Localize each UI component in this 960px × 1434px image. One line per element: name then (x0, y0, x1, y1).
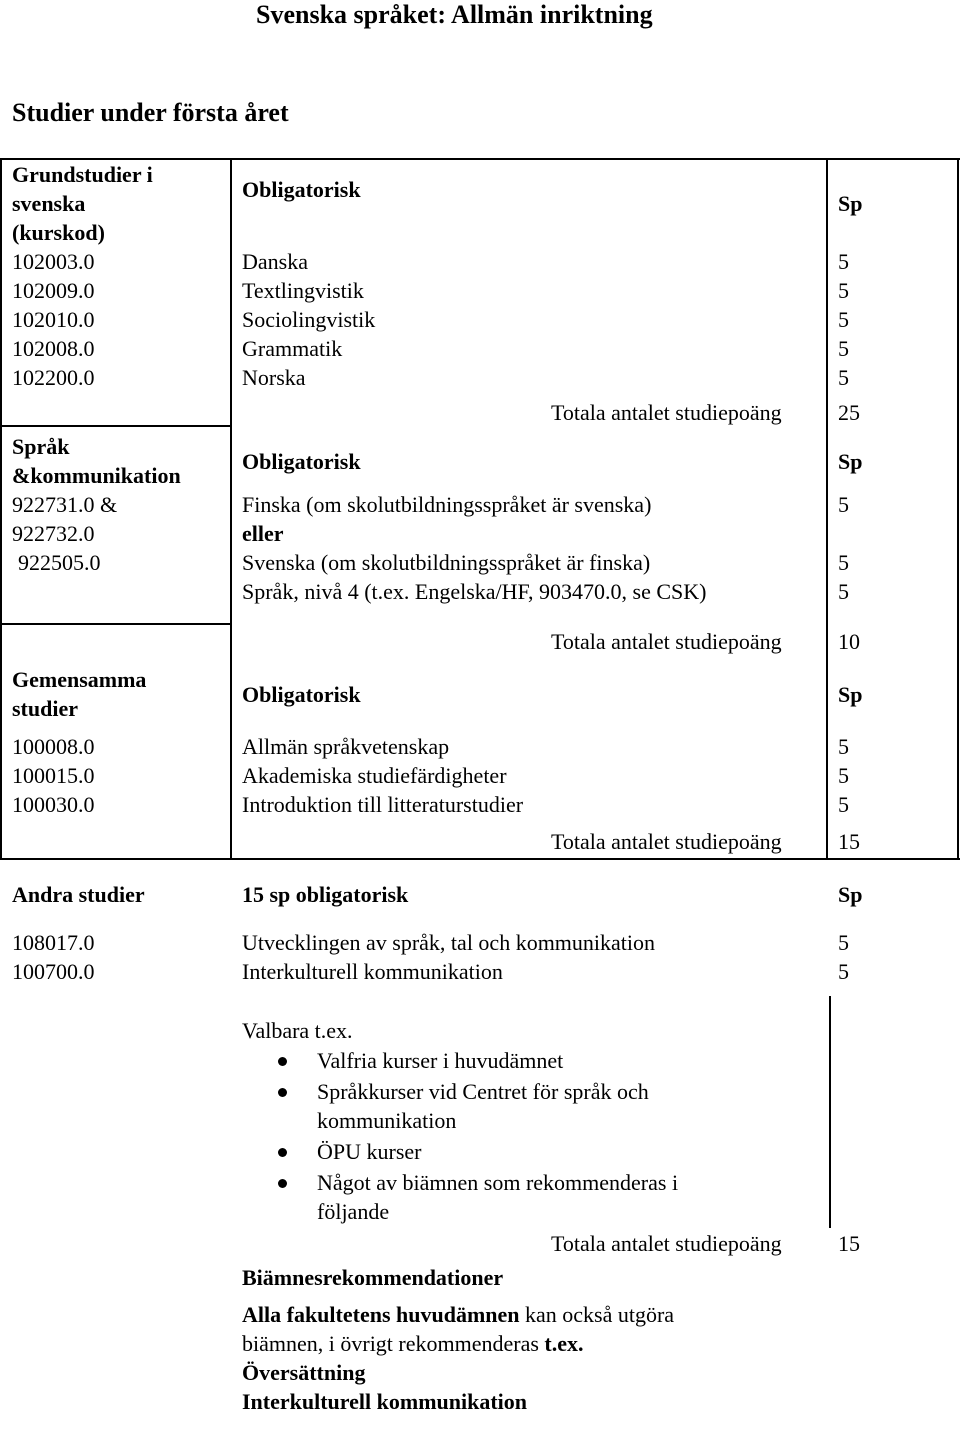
section-4-codes: 108017.0 100700.0 (12, 930, 95, 984)
section-1-sp-values: 5 5 5 5 5 (838, 249, 849, 390)
section-2-heading: Språk &kommunikation (12, 434, 181, 488)
section-3-sp-values: 5 5 5 (838, 734, 849, 817)
section-2-courses (242, 490, 706, 606)
list-item: Språkkurser vid Centret för språk och kommunikation (242, 1077, 678, 1135)
section-3-total-label: Totala antalet studiepoäng (551, 829, 782, 854)
course-connector: eller (242, 521, 284, 546)
elective-label: Valbara t.ex. (242, 1018, 353, 1043)
course: Finska (om skolutbildningsspråket är svenska) (242, 492, 652, 517)
section-4-courses (242, 928, 655, 986)
section-2-type-label: Obligatorisk (242, 449, 361, 474)
section-4-sp-values: 5 5 (838, 930, 849, 984)
section-3-heading: Gemensamma studier (12, 667, 147, 721)
section-1-codes: 102003.0 102009.0 102010.0 102008.0 102200.0 (12, 249, 95, 390)
minor-text-line-1: Alla fakultetens huvudämnen kan också utgöra (242, 1302, 675, 1327)
minor-text-line-2: biämnen, i övrigt rekommenderas t.ex. (242, 1331, 584, 1356)
section-1-courses (242, 247, 375, 392)
course: Danska (242, 249, 308, 274)
course: Akademiska studiefärdigheter (242, 763, 507, 788)
section-1-total-label: Totala antalet studiepoäng (551, 400, 782, 425)
bullet-icon (278, 1057, 287, 1066)
course: Svenska (om skolutbildningsspråket är finska) (242, 550, 651, 575)
section-2-codes: 922731.0 & 922732.0 922505.0 (12, 492, 118, 575)
section-1-sp-label: Sp (838, 191, 863, 216)
section-1-type-label: Obligatorisk (242, 177, 361, 202)
list-item: Interkulturell kommunikation (242, 1389, 528, 1414)
minor-items (242, 1358, 527, 1416)
course: Textlingvistik (242, 278, 364, 303)
section-title: Studier under första året (12, 98, 289, 127)
section-4-type-label: 15 sp obligatorisk (242, 882, 409, 907)
course: Grammatik (242, 336, 343, 361)
list-item: Översättning (242, 1360, 366, 1385)
section-3-type-label: Obligatorisk (242, 682, 361, 707)
section-3-sp-label: Sp (838, 682, 863, 707)
bullet-icon (278, 1148, 287, 1157)
section-4-total-value: 15 (838, 1231, 860, 1256)
list-item: ÖPU kurser (242, 1137, 678, 1166)
section-3-total-value: 15 (838, 829, 860, 854)
section-1-heading: Grundstudier i svenska (kurskod) (12, 162, 153, 245)
course: Utvecklingen av språk, tal och kommunikation (242, 930, 656, 955)
section-2-sp-label: Sp (838, 449, 863, 474)
course: Introduktion till litteraturstudier (242, 792, 524, 817)
course: Norska (242, 365, 306, 390)
bullet-icon (278, 1179, 287, 1188)
section-3-codes: 100008.0 100015.0 100030.0 (12, 734, 95, 817)
course: Sociolingvistik (242, 307, 376, 332)
course: Språk, nivå 4 (t.ex. Engelska/HF, 903470.0, se CSK) (242, 579, 707, 604)
section-2-sp-values: 5 5 5 (838, 492, 849, 604)
elective-list (242, 1046, 678, 1226)
course: Interkulturell kommunikation (242, 959, 503, 984)
page-title: Svenska språket: Allmän inriktning (256, 0, 653, 29)
section-2-total-value: 10 (838, 629, 860, 654)
section-3-courses (242, 732, 523, 819)
section-4-sp-label: Sp (838, 882, 863, 907)
section-1-total-value: 25 (838, 400, 860, 425)
list-item: Valfria kurser i huvudämnet (242, 1046, 678, 1075)
section-4-total-label: Totala antalet studiepoäng (551, 1231, 782, 1256)
minor-heading: Biämnesrekommendationer (242, 1265, 504, 1290)
list-item: Något av biämnen som rekommenderas i följande (242, 1168, 678, 1226)
course: Allmän språkvetenskap (242, 734, 450, 759)
bullet-icon (278, 1088, 287, 1097)
section-2-total-label: Totala antalet studiepoäng (551, 629, 782, 654)
section-4-heading: Andra studier (12, 882, 145, 907)
